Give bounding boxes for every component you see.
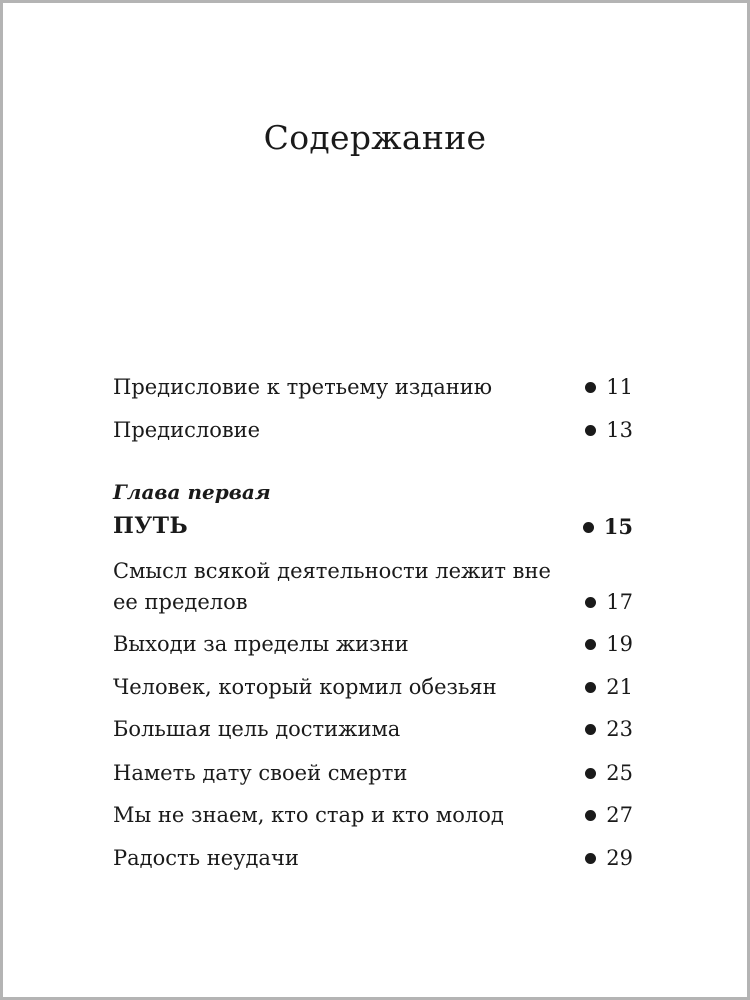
bullet-dot-icon [585,724,596,735]
bullet-dot-icon [585,810,596,821]
chapter-title: ПУТЬ [113,513,189,539]
toc-entry [113,629,633,660]
toc-entry-preface [113,415,633,446]
toc-entry-text: Выходи за пределы жизни [113,632,409,656]
page-number: 25 [606,761,633,785]
toc-entry-page [585,714,633,745]
page-number: 11 [606,375,633,399]
toc-entry [113,556,633,618]
toc-entry-preface-third-edition [113,372,633,403]
bullet-dot-icon [585,382,596,393]
toc-entry-page [585,758,633,789]
toc-entry-page [585,629,633,660]
toc-entry-chapter-one [113,511,633,542]
page-number: 29 [606,846,633,870]
toc-entry-text: Предисловие [113,418,261,442]
page-number: 13 [606,418,633,442]
toc-entry-page [585,843,633,874]
page-number: 19 [606,632,633,656]
bullet-dot-icon [585,768,596,779]
toc-entry-page [585,372,633,403]
toc-entry [113,758,633,789]
page-number: 23 [606,717,633,741]
toc-entry-text: Человек, который кормил обезьян [113,675,497,699]
bullet-dot-icon [585,853,596,864]
toc-entry-page [585,587,633,618]
toc-entry [113,800,633,831]
bullet-dot-icon [583,522,594,533]
toc-entry [113,714,633,745]
toc-entry-text: Предисловие к третьему изданию [113,375,493,399]
bullet-dot-icon [585,639,596,650]
bullet-dot-icon [585,682,596,693]
page-number: 17 [606,590,633,614]
toc-entry-page [585,415,633,446]
toc-entry-page [585,672,633,703]
toc-entry-text: Смысл всякой деятельности лежит вне ее пределов [113,559,551,614]
page-number: 27 [606,803,633,827]
page-number: 21 [606,675,633,699]
bullet-dot-icon [585,597,596,608]
toc-entry-page [585,800,633,831]
page-number: 15 [603,514,633,539]
toc-entry-page [583,511,633,542]
toc-entry-text: Радость неудачи [113,846,299,870]
page-title: Содержание [263,118,487,157]
toc-entry [113,672,633,703]
toc-entry-text: Мы не знаем, кто стар и кто молод [113,803,504,827]
toc-entry-text: Большая цель достижима [113,717,401,741]
toc-entry [113,843,633,874]
bullet-dot-icon [585,425,596,436]
chapter-label: Глава первая [113,480,271,504]
toc-entry-text: Наметь дату своей смерти [113,761,408,785]
